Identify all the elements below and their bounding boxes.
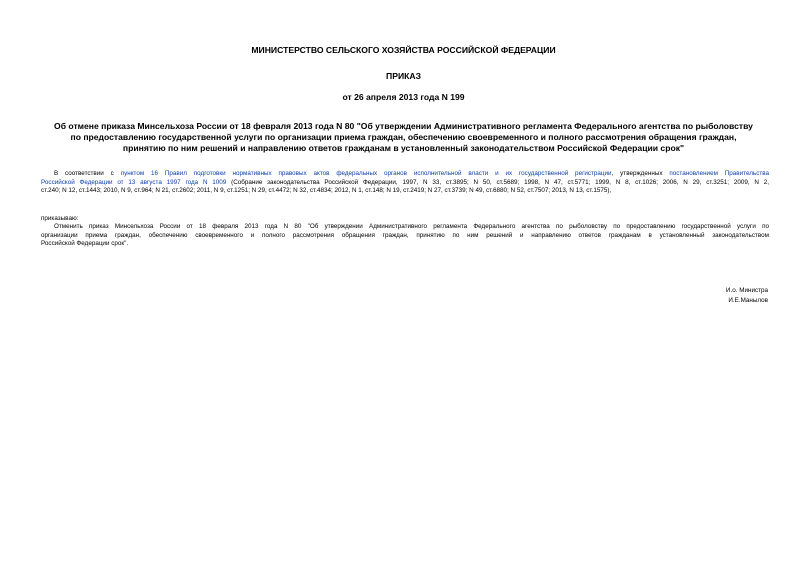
signatory-position: И.о. Министра [725, 287, 768, 294]
resolution-link[interactable]: постановлением Правительства [669, 170, 770, 177]
title-line: Об отмене приказа Минсельхоза России от 18 февраля 2013 года N 80 "Об утверждении Административного регламента Федерального агентства по рыболовству [54, 121, 753, 131]
ministry-name: МИНИСТЕРСТВО СЕЛЬСКОГО ХОЗЯЙСТВА РОССИЙСКОЙ ФЕДЕРАЦИИ [251, 45, 556, 55]
document-date: от 26 апреля 2013 года N 199 [342, 92, 465, 102]
title-line: по предоставлению государственной услуги по организации приема граждан, обеспечению своевременного и полного рассмотрения обращения граждан, [70, 132, 737, 142]
document-type: ПРИКАЗ [386, 71, 421, 81]
order-line: организации приема граждан, обеспечению своевременного и полного рассмотрения обращения граждан, принятию по ним решений и направлению ответов гражданам в установленный законодательством [41, 231, 769, 239]
resolution-link-continued[interactable]: Российской Федерации от 13 августа 1997 года N 1009 [41, 178, 227, 186]
preamble-text: (Собрание законодательства Российской Федерации, 1997, N 33, ст.3895; N 50, ст.5689; 1998, N 47, ст.5771; 1999, N 8, ст.1026; 2006, N 29, ст.3251; 2009, N 2, [226, 178, 769, 186]
rules-link[interactable]: пунктом 16 Правил подготовки нормативных правовых актов федеральных органов исполнительной власти и их государственной регистрации [120, 170, 612, 177]
signatory-name: И.Е.Манылов [728, 297, 768, 304]
order-line: Российской Федерации срок". [41, 240, 129, 248]
order-line: Отменить приказ Минсельхоза России от 18 февраля 2013 года N 80 "Об утверждении Административного регламента Федерального агентства по рыболовству по предоставлению государственной услуги по [54, 223, 769, 230]
document-title [40, 121, 767, 154]
title-line: принятию по ним решений и направлению ответов гражданам в установленный законодательством Российской Федерации срок" [122, 143, 685, 153]
preamble-paragraph [41, 170, 769, 196]
order-word: приказываю: [41, 215, 79, 222]
preamble-text: , утвержденных [611, 170, 670, 177]
preamble-text: В соответствии с [54, 170, 121, 177]
preamble-line [41, 170, 769, 179]
preamble-line: ст.240; N 12, ст.1443; 2010, N 9, ст.964; N 21, ст.2602; 2011, N 9, ст.1251; N 29, ст.4472; N 32, ст.4834; 2012, N 1, ст.148; N 19, ст.2419; N 27, ст.3739; N 49, ст.6880; N 52, ст.7507; 2013, N 13, ст.1575), [41, 187, 612, 195]
order-paragraph [41, 223, 769, 249]
preamble-line [41, 179, 769, 188]
